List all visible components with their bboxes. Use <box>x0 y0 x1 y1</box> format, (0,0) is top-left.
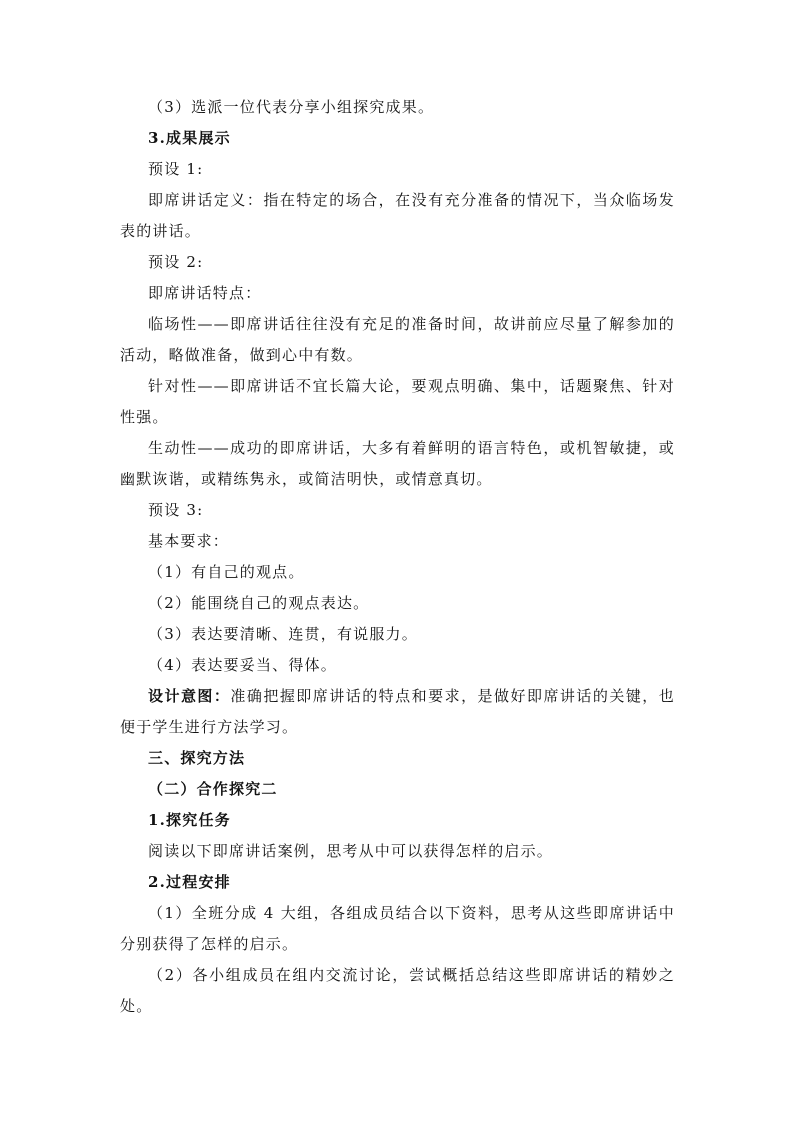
design-intent-label: 设计意图： <box>148 687 231 705</box>
list-item: （1）有自己的观点。 <box>148 563 305 581</box>
section-heading: （二）合作探究二 <box>148 780 278 798</box>
paragraph: 即席讲话特点： <box>148 284 262 302</box>
paragraph: 阅读以下即席讲话案例，思考从中可以获得怎样的启示。 <box>148 842 554 860</box>
design-intent-paragraph <box>120 681 675 743</box>
design-intent-text: 准确把握即席讲话的特点和要求，是做好即席讲话的关键，也便于学生进行方法学习。 <box>120 687 675 736</box>
section-heading: 三、探究方法 <box>148 749 246 767</box>
paragraph: 预设 2: <box>148 253 204 271</box>
list-item: （2）能围绕自己的观点表达。 <box>148 594 370 612</box>
paragraph: 预设 1: <box>148 160 204 178</box>
paragraph: （3）选派一位代表分享小组探究成果。 <box>148 98 435 116</box>
section-heading: 2.过程安排 <box>148 873 231 891</box>
section-heading: 1.探究任务 <box>148 811 231 829</box>
paragraph: 临场性——即席讲话往往没有充足的准备时间，故讲前应尽量了解参加的活动，略做准备，做到心中有数。 <box>120 315 675 364</box>
section-heading: 3.成果展示 <box>148 129 231 147</box>
paragraph: 预设 3: <box>148 501 204 519</box>
paragraph: （1）全班分成 4 大组，各组成员结合以下资料，思考从这些即席讲话中分别获得了怎样的启示。 <box>120 904 675 953</box>
list-item: （4）表达要妥当、得体。 <box>148 656 337 674</box>
paragraph: 生动性——成功的即席讲话，大多有着鲜明的语言特色，或机智敏捷，或幽默诙谐，或精练隽永，或简洁明快，或情意真切。 <box>120 439 675 488</box>
paragraph: （2）各小组成员在组内交流讨论，尝试概括总结这些即席讲话的精妙之处。 <box>120 966 675 1015</box>
paragraph: 即席讲话定义：指在特定的场合，在没有充分准备的情况下，当众临场发表的讲话。 <box>120 191 675 240</box>
list-item: （3）表达要清晰、连贯，有说服力。 <box>148 625 418 643</box>
paragraph: 针对性——即席讲话不宜长篇大论，要观点明确、集中，话题聚焦、针对性强。 <box>120 377 675 426</box>
document-body <box>120 92 675 1022</box>
paragraph: 基本要求： <box>148 532 230 550</box>
